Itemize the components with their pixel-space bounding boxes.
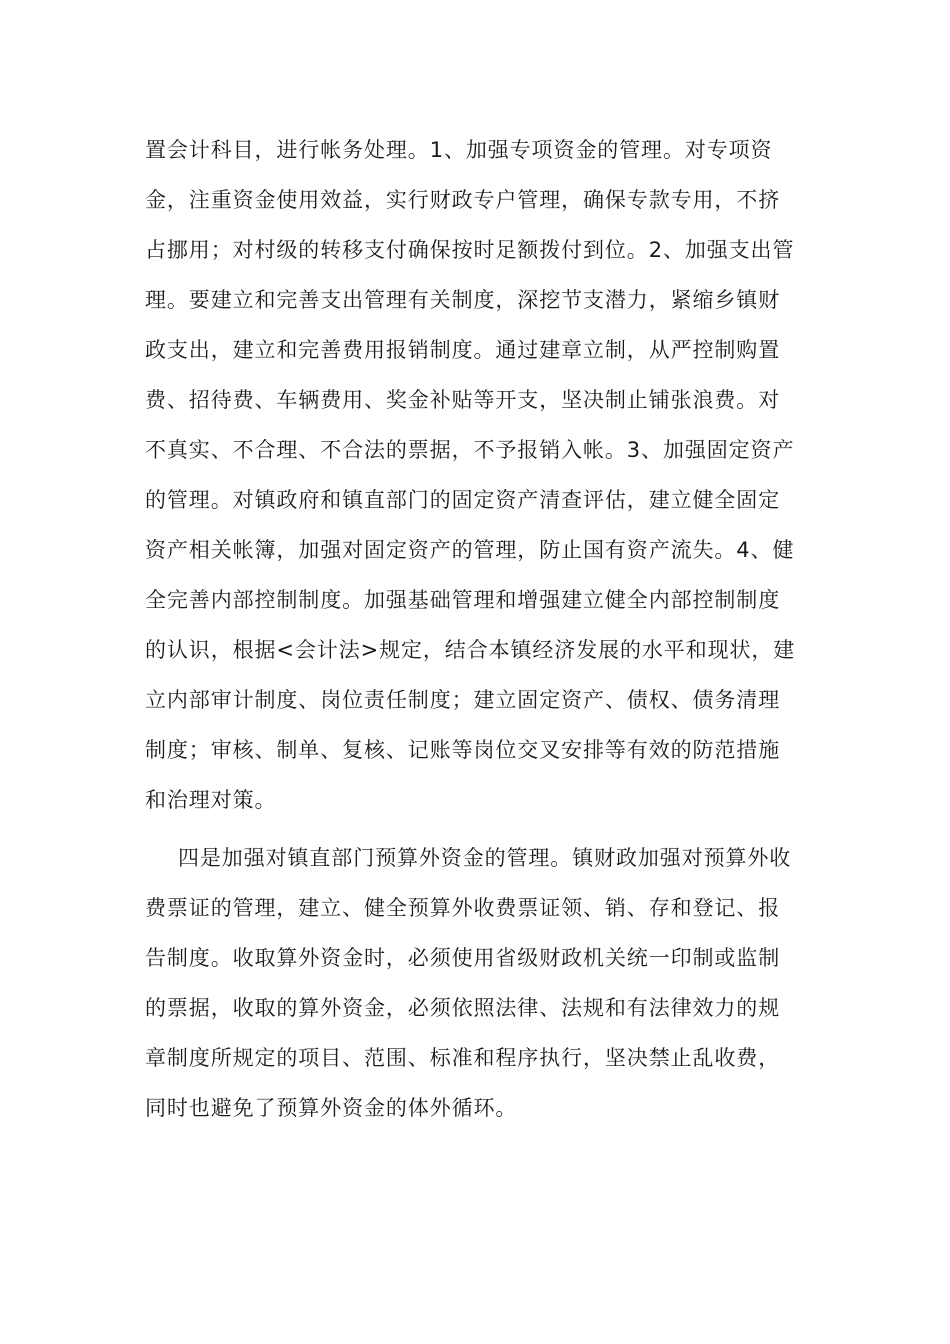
text-line: 章制度所规定的项目、范围、标准和程序执行，坚决禁止乱收费，	[145, 1046, 781, 1070]
document-body	[145, 128, 810, 1136]
text-line: 资产相关帐簿，加强对固定资产的管理，防止国有资产流失。4、健	[145, 538, 795, 562]
text-line: 告制度。收取算外资金时，必须使用省级财政机关统一印制或监制	[145, 946, 781, 970]
text-line: 置会计科目，进行帐务处理。1、加强专项资金的管理。对专项资	[145, 138, 773, 162]
text-line: 不真实、不合理、不合法的票据，不予报销入帐。3、加强固定资产	[145, 438, 795, 462]
text-line: 同时也避免了预算外资金的体外循环。	[145, 1096, 518, 1120]
text-line: 理。要建立和完善支出管理有关制度，深挖节支潜力，紧缩乡镇财	[145, 288, 781, 312]
text-line: 金，注重资金使用效益，实行财政专户管理，确保专款专用，不挤	[145, 188, 781, 212]
paragraph-1	[145, 128, 810, 828]
text-line: 的管理。对镇政府和镇直部门的固定资产清查评估，建立健全固定	[145, 488, 781, 512]
text-line: 费票证的管理，建立、健全预算外收费票证领、销、存和登记、报	[145, 896, 781, 920]
text-line: 占挪用；对村级的转移支付确保按时足额拨付到位。2、加强支出管	[145, 238, 795, 262]
text-line: 费、招待费、车辆费用、奖金补贴等开支，坚决制止铺张浪费。对	[145, 388, 781, 412]
text-line: 四是加强对镇直部门预算外资金的管理。镇财政加强对预算外收	[178, 846, 792, 870]
text-line: 的认识，根据<会计法>规定，结合本镇经济发展的水平和现状，建	[145, 638, 796, 662]
text-line: 和治理对策。	[145, 788, 277, 812]
text-line: 的票据，收取的算外资金，必须依照法律、法规和有法律效力的规	[145, 996, 781, 1020]
text-line: 政支出，建立和完善费用报销制度。通过建章立制，从严控制购置	[145, 338, 781, 362]
text-line: 立内部审计制度、岗位责任制度；建立固定资产、债权、债务清理	[145, 688, 781, 712]
text-line: 制度；审核、制单、复核、记账等岗位交叉安排等有效的防范措施	[145, 738, 781, 762]
text-line: 全完善内部控制制度。加强基础管理和增强建立健全内部控制制度	[145, 588, 781, 612]
paragraph-2	[145, 836, 810, 1136]
